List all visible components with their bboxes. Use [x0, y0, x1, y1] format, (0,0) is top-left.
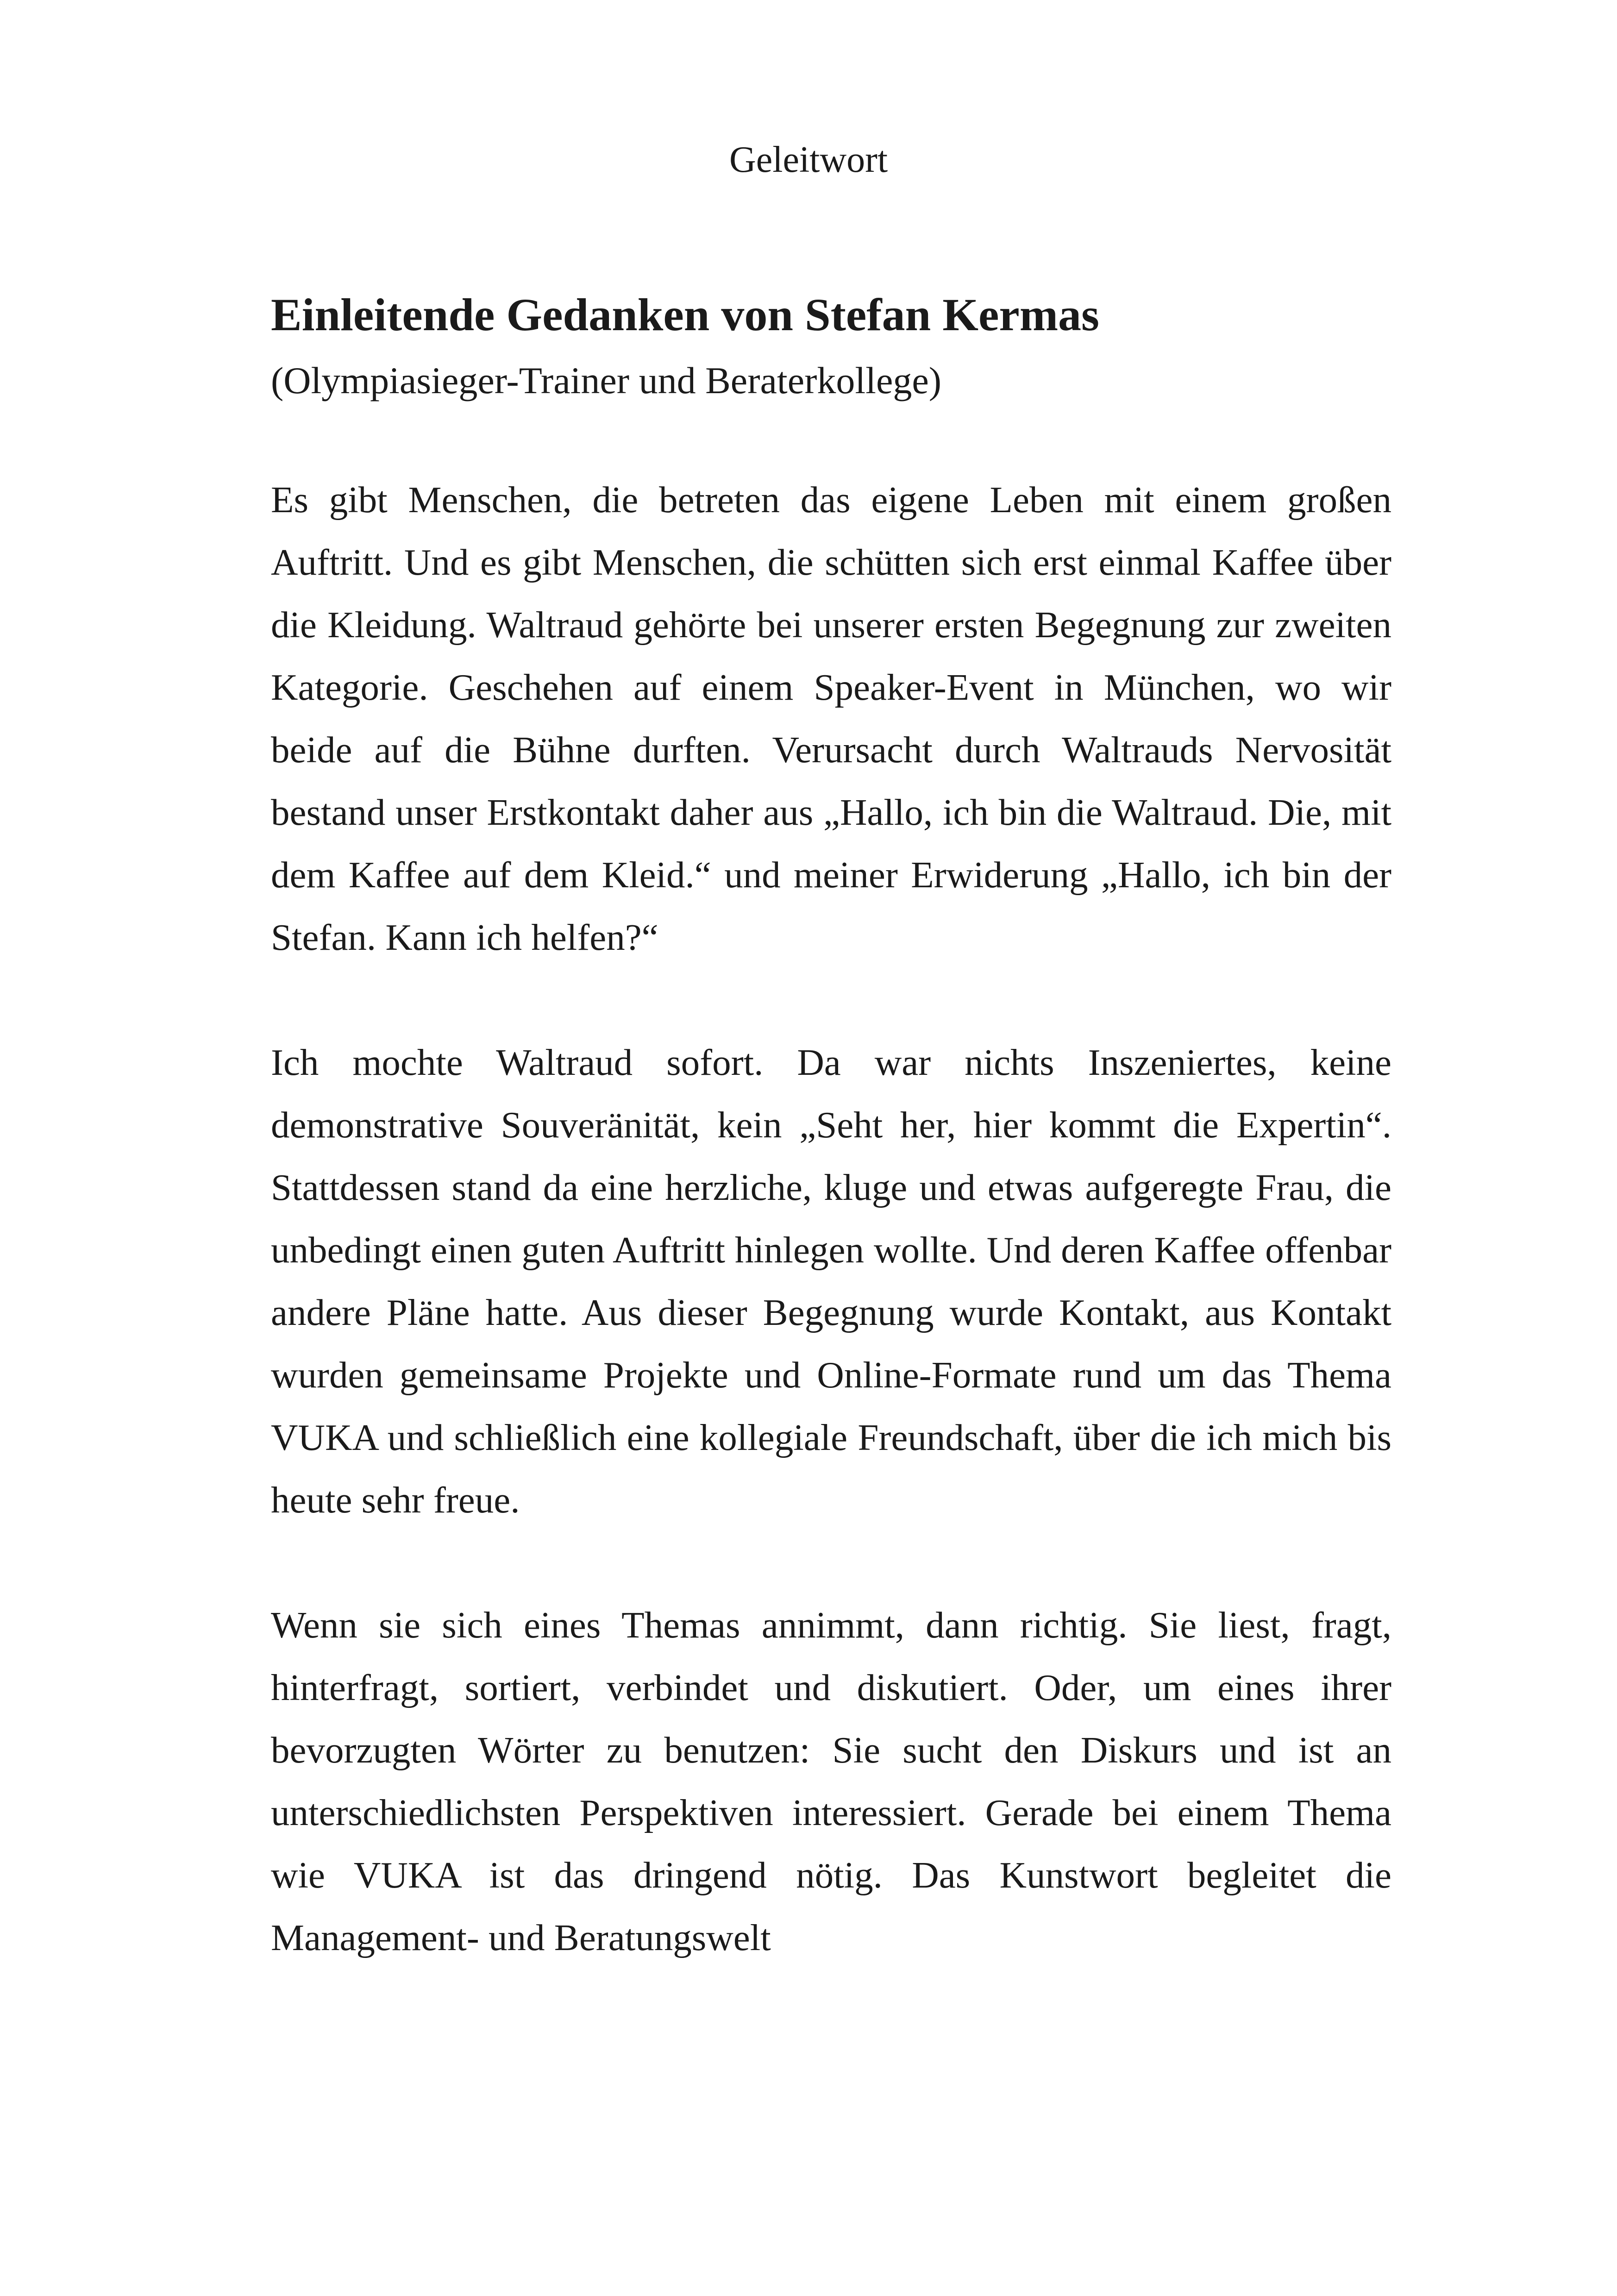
running-head: Geleitwort: [729, 139, 888, 180]
body-paragraph-2: Ich mochte Waltraud sofort. Da war nichts Inszeniertes, keine demonstrative Souveränität, kein „Seht her, hier kommt die Expertin“. Stattdessen stand da eine herzliche, kluge und etwas aufgeregte Frau, die unbedingt einen guten Auftritt hinlegen wollte. Und deren Kaffee offenbar andere Pläne hatte. Aus dieser Begegnung wurde Kontakt, aus Kontakt wurden gemeinsame Projekte und Online-Formate rund um das Thema VUKA und schließlich eine kollegiale Freundschaft, über die ich mich bis heute sehr freue.: [271, 1041, 1391, 1521]
chapter-subtitle: (Olympiasieger-Trainer und Beraterkollege): [271, 359, 942, 401]
page-content: [271, 282, 1391, 1969]
body-paragraph-3: Wenn sie sich eines Themas annimmt, dann richtig. Sie liest, fragt, hinterfragt, sortiert, verbindet und diskutiert. Oder, um eines ihrer bevorzugten Wörter zu benutzen: Sie sucht den Diskurs und ist an unterschiedlichsten Perspektiven interessiert. Gerade bei einem Thema wie VUKA ist das dringend nötig. Das Kunstwort begleitet die Management- und Beratungswelt: [271, 1604, 1391, 1958]
chapter-title: Einleitende Gedanken von Stefan Kermas: [271, 289, 1099, 340]
body-paragraph-1: Es gibt Menschen, die betreten das eigene Leben mit einem großen Auftritt. Und es gibt Menschen, die schütten sich erst einmal Kaffee über die Kleidung. Waltraud gehörte bei unserer ersten Begegnung zur zweiten Kategorie. Geschehen auf einem Speaker-Event in München, wo wir beide auf die Bühne durften. Verursacht durch Waltrauds Nervosität bestand unser Erstkontakt daher aus „Hallo, ich bin die Waltraud. Die, mit dem Kaffee auf dem Kleid.“ und meiner Erwiderung „Hallo, ich bin der Stefan. Kann ich helfen?“: [271, 479, 1391, 958]
